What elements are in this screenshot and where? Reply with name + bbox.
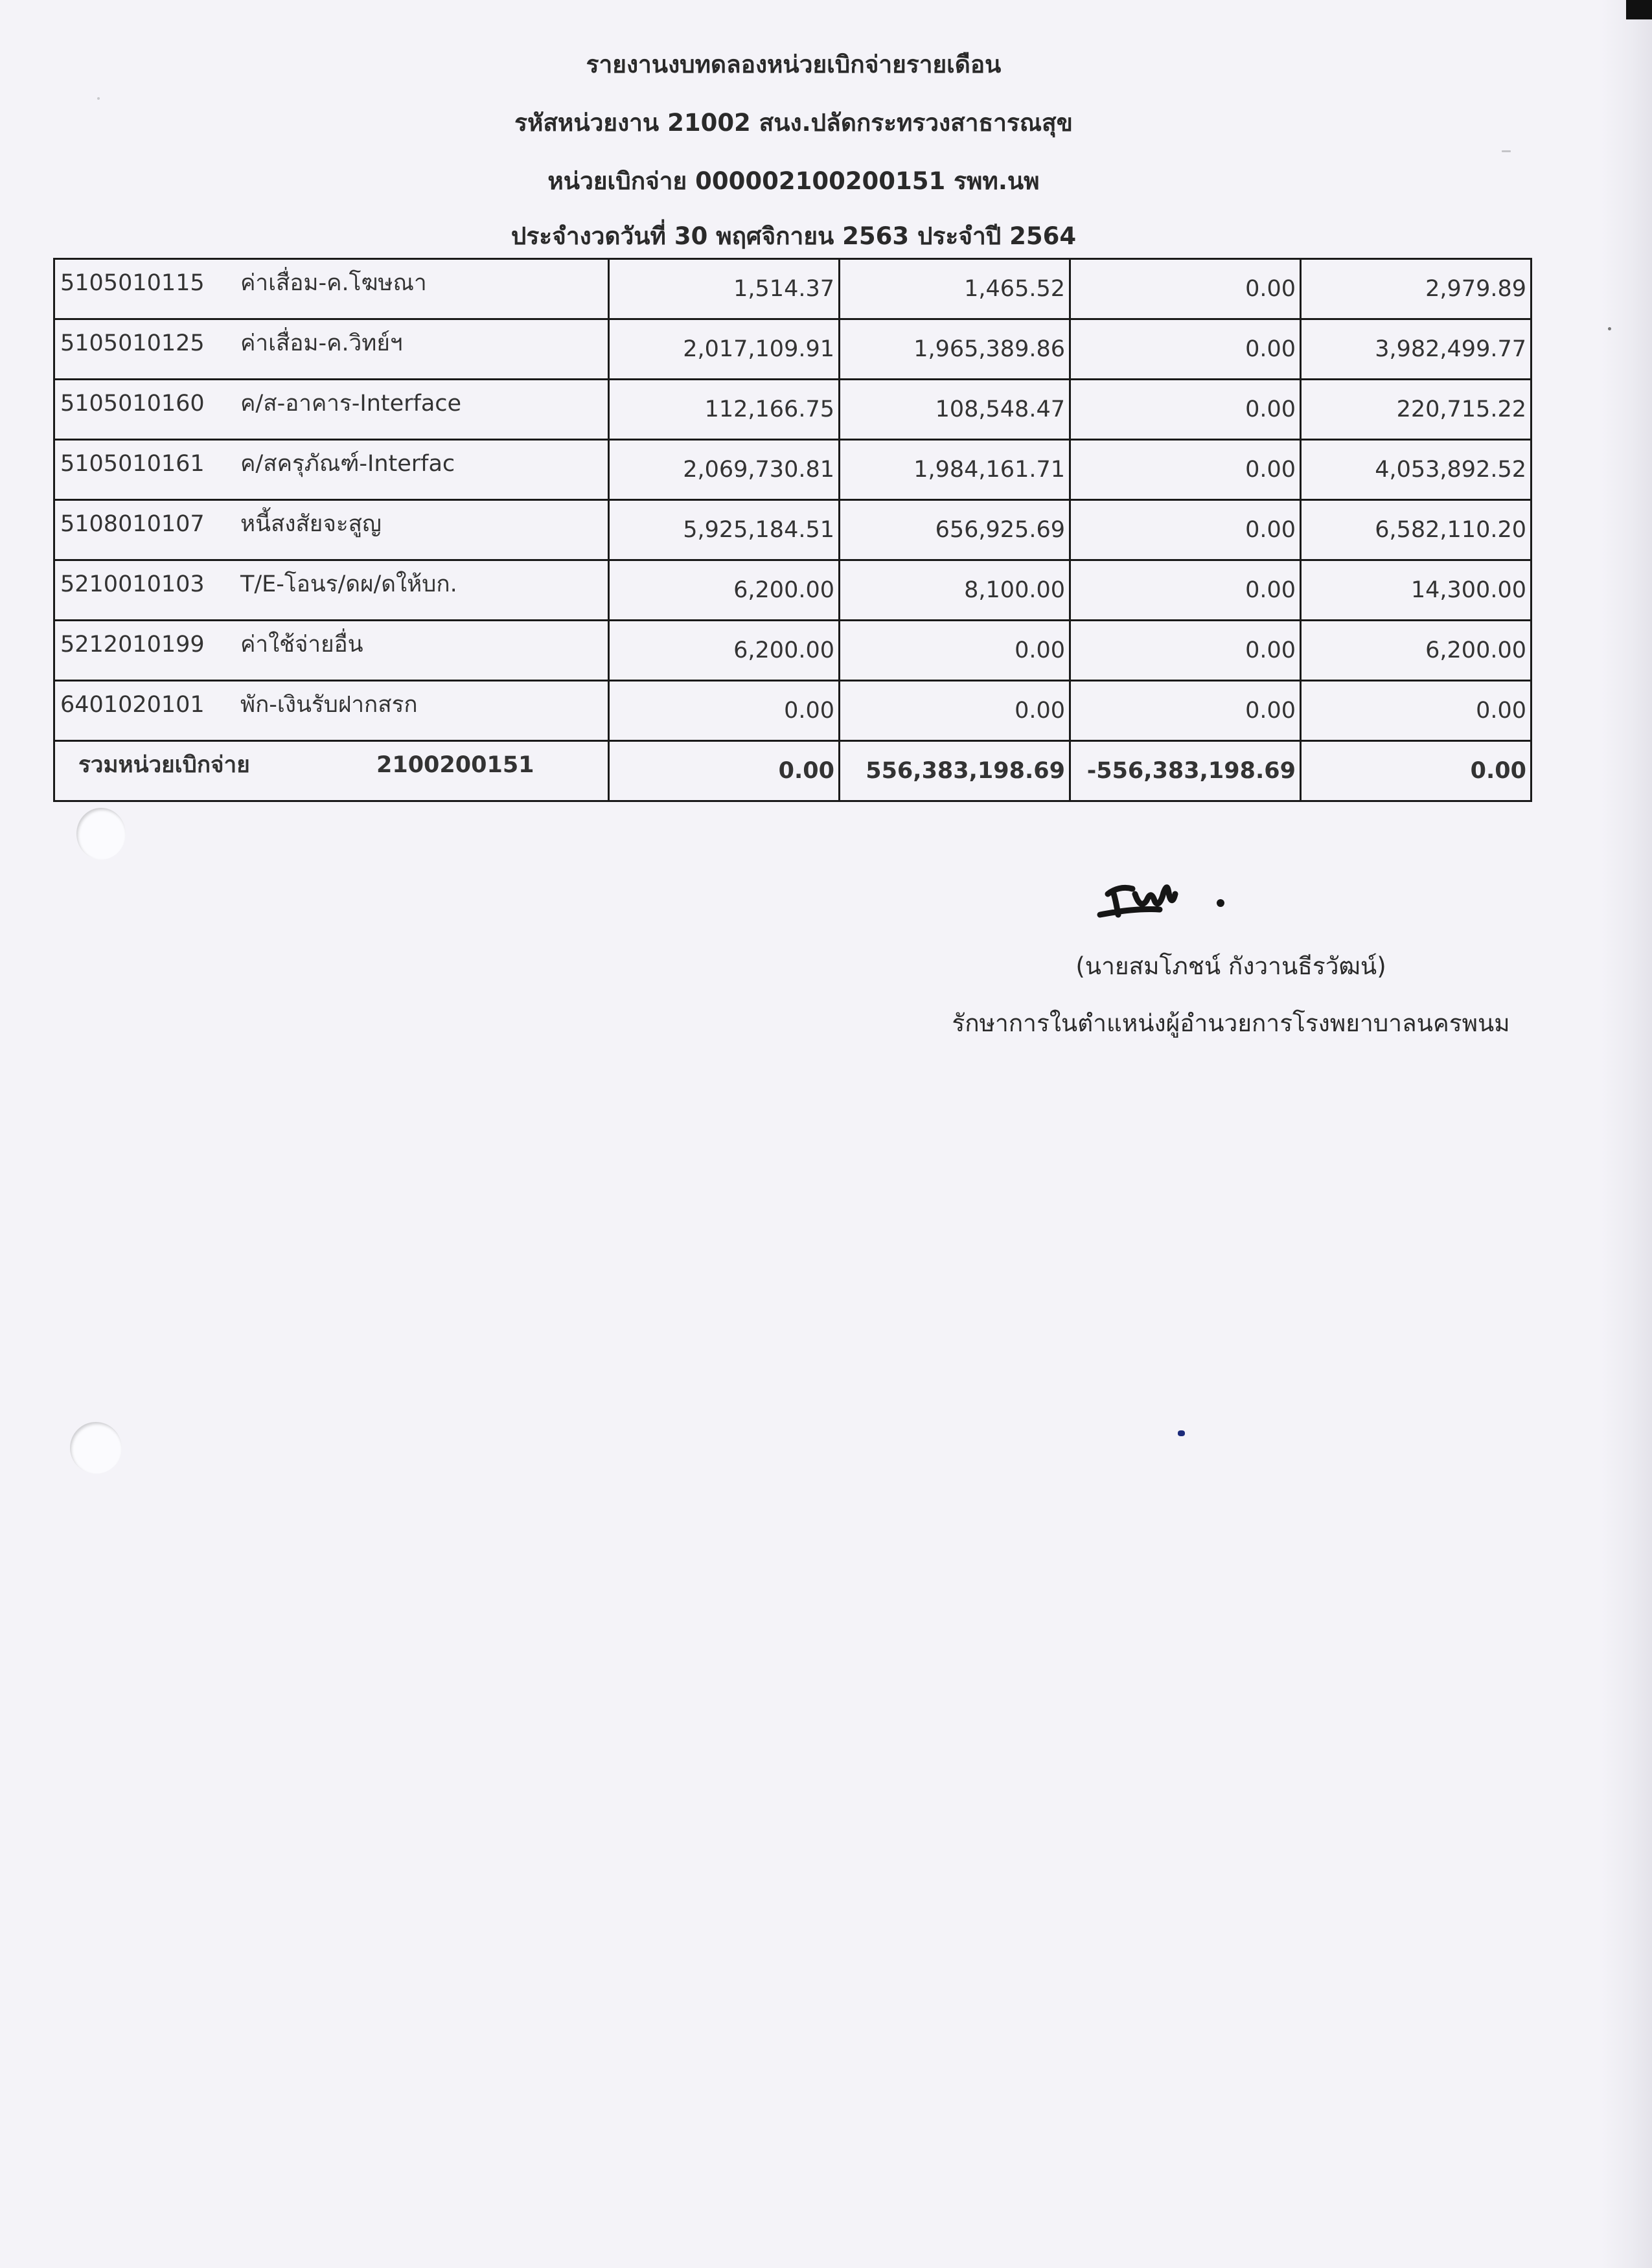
amount-cell: 3,982,499.77 xyxy=(1301,319,1532,380)
amount-cell: 6,200.00 xyxy=(1301,621,1532,681)
amount-cell: 2,017,109.91 xyxy=(609,319,840,380)
amount-cell: 14,300.00 xyxy=(1301,560,1532,621)
account-code: 5210010103 xyxy=(60,571,205,597)
total-unit-code: 2100200151 xyxy=(376,752,534,778)
account-cell xyxy=(54,681,609,741)
account-cell xyxy=(54,440,609,500)
disbursement-unit-line: หน่วยเบิกจ่าย 000002100200151 รพท.นพ xyxy=(547,167,1040,195)
account-name: ค/สครุภัณฑ์-Interfac xyxy=(240,451,455,477)
table-row xyxy=(54,560,1532,621)
amount-cell: 0.00 xyxy=(1070,621,1301,681)
scan-border xyxy=(1626,0,1652,19)
total-amount-cell: 0.00 xyxy=(609,741,840,801)
table-row xyxy=(54,319,1532,380)
amount-cell: 1,465.52 xyxy=(840,259,1070,319)
scan-speck xyxy=(97,97,100,100)
amount-cell: 656,925.69 xyxy=(840,500,1070,560)
amount-cell: 6,200.00 xyxy=(609,560,840,621)
amount-cell: 0.00 xyxy=(840,621,1070,681)
report-header xyxy=(0,36,1587,250)
amount-cell: 108,548.47 xyxy=(840,380,1070,440)
account-cell xyxy=(54,560,609,621)
trial-balance-table xyxy=(53,258,1532,802)
signer-name: (นายสมโภชน์ กังวานธีรวัฒน์) xyxy=(1075,952,1386,980)
amount-cell: 0.00 xyxy=(1070,500,1301,560)
account-name: T/E-โอนร/ดผ/ดให้บก. xyxy=(240,571,457,597)
ink-dot xyxy=(1178,1430,1185,1436)
account-name: ค่าใช้จ่ายอื่น xyxy=(240,632,363,658)
amount-cell: 4,053,892.52 xyxy=(1301,440,1532,500)
total-amount-cell: -556,383,198.69 xyxy=(1070,741,1301,801)
amount-cell: 0.00 xyxy=(1070,319,1301,380)
punch-hole-bottom xyxy=(70,1422,122,1474)
amount-cell: 1,965,389.86 xyxy=(840,319,1070,380)
account-code: 5105010125 xyxy=(60,330,205,356)
table-row xyxy=(54,681,1532,741)
amount-cell: 1,514.37 xyxy=(609,259,840,319)
agency-code-line: รหัสหน่วยงาน 21002 สนง.ปลัดกระทรวงสาธารณสุข xyxy=(514,109,1073,137)
amount-cell: 0.00 xyxy=(1070,681,1301,741)
account-cell xyxy=(54,319,609,380)
account-name: หนี้สงสัยจะสูญ xyxy=(240,511,382,537)
account-cell xyxy=(54,500,609,560)
signature-mark xyxy=(1095,855,1244,926)
amount-cell: 0.00 xyxy=(1301,681,1532,741)
amount-cell: 6,200.00 xyxy=(609,621,840,681)
signer-title: รักษาการในตำแหน่งผู้อำนวยการโรงพยาบาลนครพนม xyxy=(952,1009,1510,1037)
amount-cell: 2,979.89 xyxy=(1301,259,1532,319)
table-row xyxy=(54,380,1532,440)
amount-cell: 220,715.22 xyxy=(1301,380,1532,440)
punch-hole-top xyxy=(76,808,126,860)
table-row xyxy=(54,440,1532,500)
total-label-cell xyxy=(54,741,609,801)
account-code: 5105010161 xyxy=(60,451,205,477)
account-name: ค/ส-อาคาร-Interface xyxy=(240,391,462,417)
amount-cell: 8,100.00 xyxy=(840,560,1070,621)
account-code: 6401020101 xyxy=(60,692,205,718)
amount-cell: 0.00 xyxy=(1070,259,1301,319)
account-name: ค่าเสื่อม-ค.โฆษณา xyxy=(240,270,427,296)
account-code: 5212010199 xyxy=(60,632,205,658)
total-row xyxy=(54,741,1532,801)
table-row xyxy=(54,500,1532,560)
scan-speck xyxy=(1608,327,1611,330)
amount-cell: 112,166.75 xyxy=(609,380,840,440)
total-amount-cell: 0.00 xyxy=(1301,741,1532,801)
account-cell xyxy=(54,621,609,681)
amount-cell: 2,069,730.81 xyxy=(609,440,840,500)
table-row xyxy=(54,621,1532,681)
account-cell xyxy=(54,259,609,319)
total-amount-cell: 556,383,198.69 xyxy=(840,741,1070,801)
amount-cell: 1,984,161.71 xyxy=(840,440,1070,500)
amount-cell: 0.00 xyxy=(1070,440,1301,500)
amount-cell: 0.00 xyxy=(840,681,1070,741)
amount-cell: 0.00 xyxy=(609,681,840,741)
account-code: 5108010107 xyxy=(60,511,205,537)
amount-cell: 0.00 xyxy=(1070,380,1301,440)
page-edge xyxy=(1601,0,1652,2268)
period-line: ประจำงวดวันที่ 30 พฤศจิกายน 2563 ประจำปี 2564 xyxy=(511,222,1077,250)
amount-cell: 0.00 xyxy=(1070,560,1301,621)
account-cell xyxy=(54,380,609,440)
table-row xyxy=(54,259,1532,319)
account-name: พัก-เงินรับฝากสรก xyxy=(240,692,418,718)
total-label: รวมหน่วยเบิกจ่าย xyxy=(78,752,250,778)
amount-cell: 5,925,184.51 xyxy=(609,500,840,560)
account-code: 5105010160 xyxy=(60,391,205,417)
account-name: ค่าเสื่อม-ค.วิทย์ฯ xyxy=(240,330,403,356)
account-code: 5105010115 xyxy=(60,270,205,296)
amount-cell: 6,582,110.20 xyxy=(1301,500,1532,560)
scan-speck xyxy=(1502,150,1511,152)
report-title: รายงานงบทดลองหน่วยเบิกจ่ายรายเดือน xyxy=(586,51,1002,78)
